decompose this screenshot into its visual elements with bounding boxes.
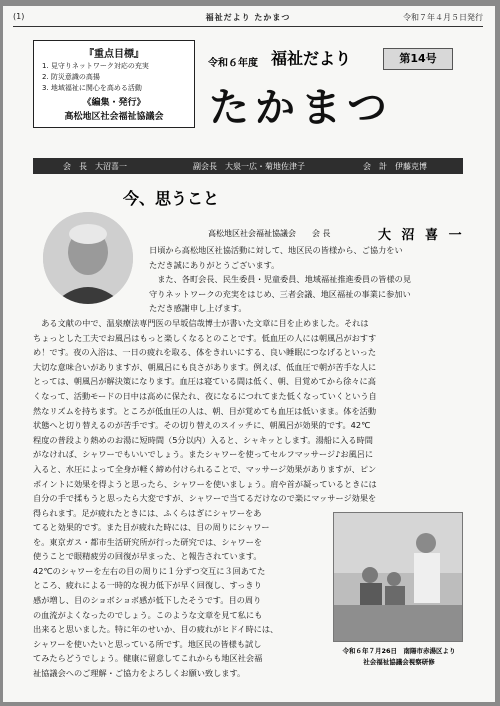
text-line: 使うことで眼精疲労の回復が早まった、と報告されています。 xyxy=(33,551,262,562)
intro-paragraph xyxy=(149,243,411,316)
author-org: 高松地区社会福祉協議会 会 長 xyxy=(208,229,331,238)
fiscal-year: 令和６年度 xyxy=(208,58,258,69)
goal-item: 2. 防災意識の高揚 xyxy=(42,73,100,81)
text-line: ちょっとした工夫でお風呂はもっと楽しくなるとのことです。低血圧の人には朝風呂がおすす xyxy=(33,332,377,343)
event-photo xyxy=(333,512,463,642)
officer-treasurer: 会 計 伊藤克博 xyxy=(363,162,427,171)
header-title: 福祉だより たかまつ xyxy=(205,13,291,22)
officers-bar xyxy=(33,158,463,174)
masthead-title: たかまつ xyxy=(209,84,393,131)
text-line: ただき誠にありがとうございます。 xyxy=(149,259,280,270)
newsletter-page xyxy=(3,6,495,702)
text-line: め！です。夜の入浴は、一日の疲れを取る、体をきれいにする、良い睡眠につなげるといった xyxy=(33,347,377,358)
publish-date: 令和７年４月５日発行 xyxy=(403,13,483,22)
text-line: 程度の普段より熱めのお湯に短時間（5分以内）入ると、シャキッとします。湯船に入る時間 xyxy=(33,434,373,445)
text-line: また、各町会長、民生委員・児童委員、地域福祉推進委員の皆様の見 xyxy=(149,274,412,285)
officer-chair: 会 長 大沼喜一 xyxy=(63,162,127,171)
text-line: の血流がよくなったのでしょう。このような文章を見て私にも xyxy=(33,609,263,620)
text-line: 大切な意味合いがありますが、朝風呂にも良さがあります。例えば、低血圧で朝が苦手な人に xyxy=(33,361,377,372)
text-line: くなって、活動モードの日中は高めに保たれ、夜になるにつれてまた低くなっていくという自 xyxy=(33,390,377,401)
text-line: 得られます。足が疲れたときには、ふくらはぎにシャワーをあ xyxy=(33,507,262,518)
article-title: 今、思うこと xyxy=(123,189,220,208)
author-name: 大 沼 喜 一 xyxy=(378,228,465,243)
body-paragraph-narrow xyxy=(33,520,278,681)
text-line: ポイントに効果を得ようと思ったら、シャワーを使いましょう。肩や首が凝っているときには xyxy=(33,478,377,489)
text-line: 状態へと切り替えるのが苦手です。その切り替えのスイッチに、朝風呂が効果的です。42℃ xyxy=(33,420,371,431)
text-line: ある文献の中で、温泉療法専門医の早坂信哉博士が書いた文章に目を止めました。それは xyxy=(33,318,369,328)
issue-badge: 第14号 xyxy=(383,48,453,70)
goals-list xyxy=(42,61,149,94)
portrait-illustration xyxy=(43,212,133,304)
text-line: とっては、朝風呂が解決策になります。血圧は寝ている間は低く、朝、目覚めてから徐々に高 xyxy=(33,376,376,387)
officer-vice: 副会長 大泉一広・菊地佐津子 xyxy=(193,162,305,171)
publisher-org: 高松地区社会福祉協議会 xyxy=(64,112,164,122)
text-line: 自分の手で揉もうと思ったら大変ですが、シャワーで当てるだけなので楽にマッサージ効果を xyxy=(33,493,377,504)
running-header xyxy=(13,12,483,27)
author-portrait xyxy=(43,212,133,304)
photo-caption xyxy=(325,646,473,668)
goal-item: 3. 地域福祉に関心を高める活動 xyxy=(42,84,142,92)
text-line: 祉協議会へのご理解・ご協力をよろしくお願い致します。 xyxy=(33,667,246,678)
caption-line: 社会福祉協議会視察研修 xyxy=(363,658,435,666)
text-line: てると効果的です。また目が疲れた時には、目の周りにシャワー xyxy=(33,522,270,532)
text-line: がなければ、シャワーでもいいでしょう。またシャワーを使ってセルフマッサージ♪お風呂に xyxy=(33,449,374,460)
text-line: 感が増し、目のショボショボ感が低下したそうです。目の周り xyxy=(33,594,262,605)
text-line: 日頃から高松地区社協活動に対して、地区民の皆様から、ご協力をい xyxy=(149,245,403,255)
text-line: 入ると、水圧によって全身が軽く締め付けられることで、マッサージ効果がありますが、ピン xyxy=(33,463,377,474)
text-line: てみたらどうでしょう。健康に留意してこれからも地区社会福 xyxy=(33,653,263,664)
text-line: シャワーを使いたいと思っている所です。地区民の皆様も試し xyxy=(33,638,262,649)
masthead-subtitle: 福祉だより xyxy=(271,49,352,68)
caption-line: 令和６年７月26日 南陽市赤湯区より xyxy=(342,647,456,655)
text-line: を。東京ガス・都市生活研究所が行った研究では、シャワーを xyxy=(33,536,263,547)
text-line: 出来ると思いました。特に年のせいか、目の疲れがヒドイ時には、 xyxy=(33,624,279,635)
focus-goals-box xyxy=(33,40,195,128)
goal-item: 1. 見守りネットワーク対応の充実 xyxy=(42,62,149,70)
page-number: (1) xyxy=(13,12,25,21)
event-illustration xyxy=(334,513,462,641)
publisher-label: 《編集・発行》 xyxy=(82,98,146,108)
text-line: 守りネットワークの充実をはじめ、三者会議、地区福祉の事業に参加い xyxy=(149,288,411,299)
text-line: 然なリズムを持ちます。ところが低血圧の人は、朝、目が覚めても血圧は低いまま。体を活動 xyxy=(33,405,377,416)
text-line: ところ、疲れによる一時的な視力低下が早く回復し、すっきり xyxy=(33,580,262,591)
goals-title: 『重点目標』 xyxy=(84,49,144,60)
text-line: ただき感謝申し上げます。 xyxy=(149,303,247,314)
body-paragraph xyxy=(33,316,473,520)
text-line: 42℃のシャワーを左右の目の周りに１分ずつ交互に３回あてた xyxy=(33,565,266,576)
